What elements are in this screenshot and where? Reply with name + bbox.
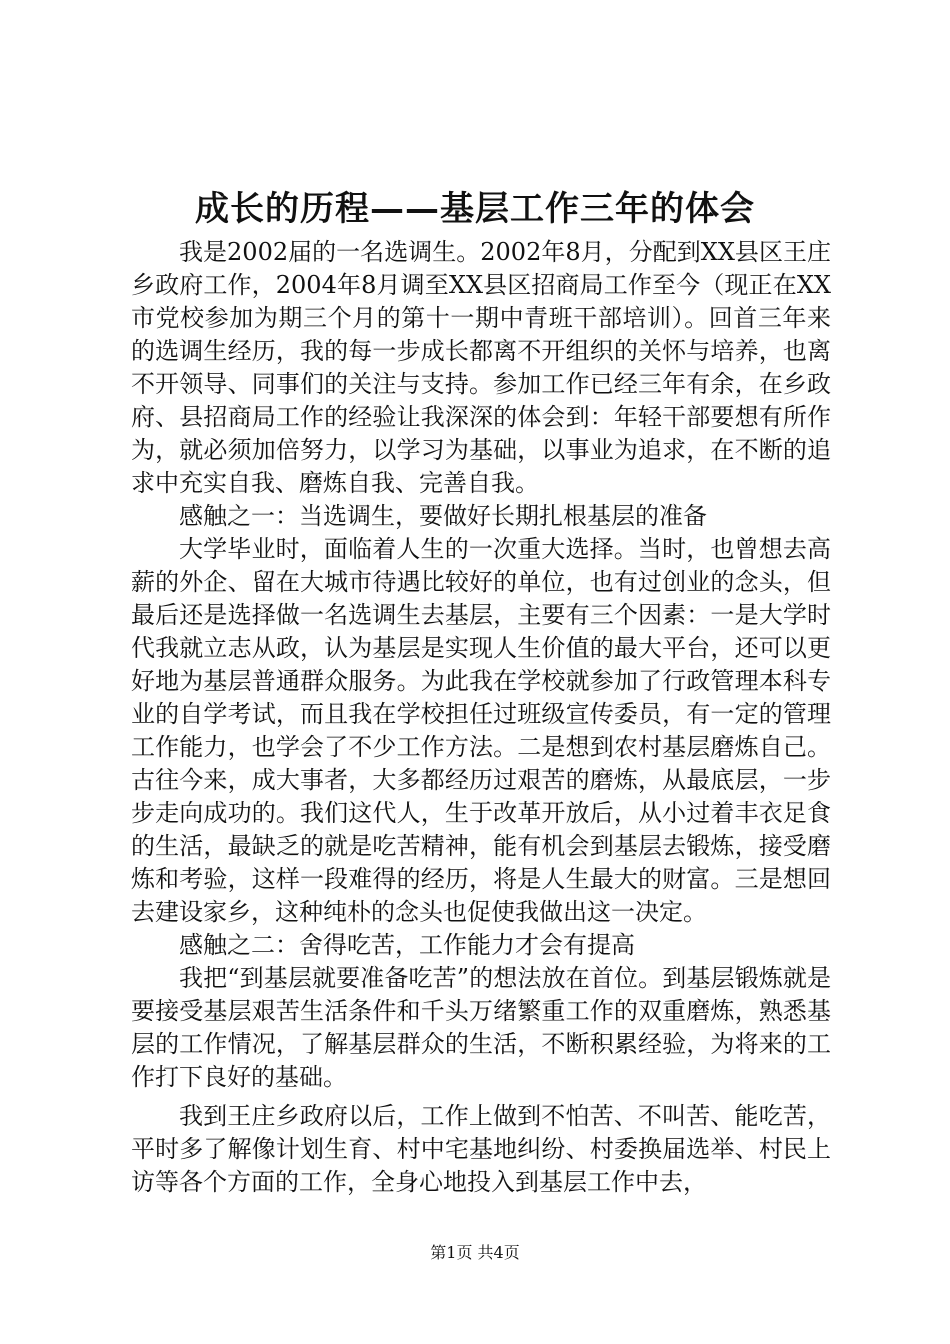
section-heading-2: 感触之二：舍得吃苦，工作能力才会有提高 <box>179 931 635 959</box>
paragraph-section-1: 大学毕业时，面临着人生的一次重大选择。当时，也曾想去高薪的外企、留在大城市待遇比较好的单位，也有过创业的念头，但最后还是选择做一名选调生去基层，主要有三个因素：一是大学时代我就立志从政，认为基层是实现人生价值的最大平台，还可以更好地为基层普通群众服务。为此我在学校就参加了行政管理本科专业的自学考试，而且我在学校担任过班级宣传委员，有一定的管理工作能力，也学会了不少工作方法。二是想到农村基层磨炼自己。古往今来，成大事者，大多都经历过艰苦的磨炼，从最底层，一步步走向成功的。我们这代人，生于改革开放后，从小过着丰衣足食的生活，最缺乏的就是吃苦精神，能有机会到基层去锻炼，接受磨炼和考验，这样一段难得的经历，将是人生最大的财富。三是想回去建设家乡，这种纯朴的念头也促使我做出这一决定。 <box>131 535 831 926</box>
section-heading-1: 感触之一：当选调生，要做好长期扎根基层的准备 <box>179 502 707 530</box>
page-number: 第1页 共4页 <box>430 1243 520 1262</box>
document-body <box>131 236 831 1199</box>
paragraph-section-2b: 我到王庄乡政府以后，工作上做到不怕苦、不叫苦、能吃苦，平时多了解像计划生育、村中宅基地纠纷、村委换届选举、村民上访等各个方面的工作，全身心地投入到基层工作中去， <box>131 1102 831 1196</box>
paragraph-section-2a: 我把“到基层就要准备吃苦”的想法放在首位。到基层锻炼就是要接受基层艰苦生活条件和千头万绪繁重工作的双重磨炼，熟悉基层的工作情况，了解基层群众的生活，不断积累经验，为将来的工作打下良好的基础。 <box>131 964 831 1091</box>
paragraph-intro: 我是2002届的一名选调生。2002年8月，分配到XX县区王庄乡政府工作，2004年8月调至XX县区招商局工作至今（现正在XX市党校参加为期三个月的第十一期中青班干部培训）。回首三年来的选调生经历，我的每一步成长都离不开组织的关怀与培养，也离不开领导、同事们的关注与支持。参加工作已经三年有余，在乡政府、县招商局工作的经验让我深深的体会到：年轻干部要想有所作为，就必须加倍努力，以学习为基础，以事业为追求，在不断的追求中充实自我、磨炼自我、完善自我。 <box>131 238 831 497</box>
document-title: 成长的历程——基层工作三年的体会 <box>195 189 755 229</box>
